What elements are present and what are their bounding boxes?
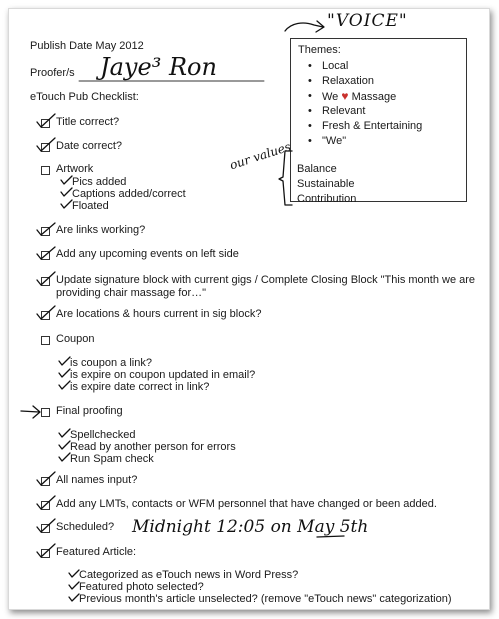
featured-sub-item: Previous month's article unselected? (remove "eTouch news" categorization) (79, 593, 452, 605)
checkmark-icon (69, 582, 79, 589)
checkbox-coupon[interactable] (41, 336, 50, 345)
checkbox-events[interactable] (41, 251, 50, 260)
checkbox-featured[interactable] (41, 549, 50, 558)
value-sustainable: Sustainable (297, 178, 355, 190)
checkmark-icon (59, 453, 70, 461)
theme-item: • Relevant (322, 105, 365, 118)
item-signature-line2: providing chair massage for…" (56, 287, 207, 299)
checkmark-icon (61, 188, 72, 196)
checkmark-icon (69, 570, 79, 577)
checkbox-lmts[interactable] (41, 501, 50, 510)
item-links-working: Are links working? (56, 224, 146, 236)
checkbox-locations[interactable] (41, 311, 50, 320)
arrow-icon (21, 406, 40, 418)
checkbox-names[interactable] (41, 477, 50, 486)
proofers-label: Proofer/s (30, 67, 75, 79)
item-signature-line1: Update signature block with current gigs / Complete Closing Block "This month we are (56, 274, 476, 286)
value-balance: Balance (297, 163, 337, 175)
checkmark-icon (59, 429, 70, 437)
coupon-sub-item: is expire date correct in link? (70, 381, 210, 393)
theme-item: • Fresh & Entertaining (322, 120, 422, 133)
checkmark-icon (59, 441, 70, 449)
checklist-page (8, 8, 490, 610)
value-contribution: Contribution (297, 193, 357, 205)
checklist-title: eTouch Pub Checklist: (30, 91, 139, 103)
item-names-input: All names input? (56, 474, 138, 486)
proofing-sub-item: Spellchecked (70, 429, 136, 441)
checkbox-title[interactable] (41, 119, 50, 128)
checkbox-artwork[interactable] (41, 166, 50, 175)
checkbox-signature[interactable] (41, 277, 50, 286)
checkmark-icon (69, 594, 79, 601)
proofers-handwritten: Jaye³ Ron (100, 53, 217, 81)
item-date-correct: Date correct? (56, 140, 123, 152)
artwork-sub-item: Captions added/correct (72, 188, 186, 200)
theme-item-we-heart-massage (322, 90, 396, 104)
item-upcoming-events: Add any upcoming events on left side (56, 248, 239, 260)
publish-date: Publish Date May 2012 (30, 40, 144, 52)
checkbox-date[interactable] (41, 143, 50, 152)
themes-box (290, 38, 467, 205)
item-title-correct: Title correct? (56, 116, 120, 128)
item-locations: Are locations & hours current in sig block? (56, 308, 262, 320)
checkmark-icon (59, 381, 70, 389)
item-artwork: Artwork (56, 163, 94, 175)
featured-sub-item: Featured photo selected? (79, 581, 204, 593)
coupon-sub-item: is expire on coupon updated in email? (70, 369, 256, 381)
proofing-sub-item: Run Spam check (70, 453, 154, 465)
our-values-annotation: our values (228, 139, 293, 173)
item-final-proofing: Final proofing (56, 405, 123, 417)
checkbox-final-proofing[interactable] (41, 408, 50, 417)
themes-heading: Themes: (298, 44, 341, 56)
item-featured-article: Featured Article: (56, 546, 137, 558)
theme-item: • "We" (322, 135, 346, 148)
checkbox-links[interactable] (41, 227, 50, 236)
checkbox-scheduled[interactable] (41, 524, 50, 533)
item-coupon: Coupon (56, 333, 95, 345)
artwork-sub-item: Pics added (72, 176, 127, 188)
checkmark-icon (61, 176, 72, 184)
voice-arrow-icon (285, 21, 324, 32)
theme-we: We (322, 91, 339, 103)
featured-sub-item: Categorized as eTouch news in Word Press? (79, 569, 299, 581)
heart-icon: ♥ (341, 89, 349, 103)
coupon-sub-item: is coupon a link? (70, 357, 152, 369)
proofing-sub-item: Read by another person for errors (70, 441, 236, 453)
item-scheduled: Scheduled? (56, 521, 115, 533)
theme-massage: Massage (351, 91, 397, 103)
item-lmts: Add any LMTs, contacts or WFM personnel that have changed or been added. (56, 498, 437, 510)
voice-annotation: "VOICE" (327, 11, 408, 31)
theme-item: • Local (322, 60, 348, 73)
artwork-sub-item: Floated (72, 200, 109, 212)
theme-item: • Relaxation (322, 75, 374, 88)
checkmark-icon (61, 200, 72, 208)
scheduled-note: Midnight 12:05 on May 5th (132, 517, 369, 537)
checkmark-icon (59, 357, 70, 365)
checkmark-icon (59, 369, 70, 377)
